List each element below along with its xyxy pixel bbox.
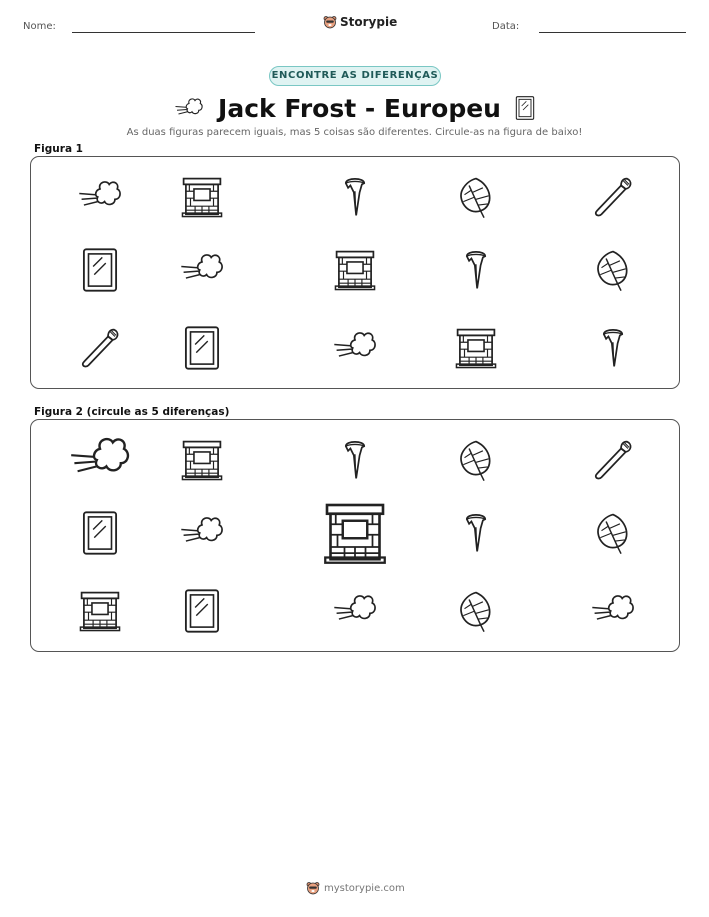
footer-site: mystorypie.com bbox=[324, 882, 405, 894]
wind-icon bbox=[174, 96, 204, 120]
figure1-label: Figura 1 bbox=[34, 143, 83, 155]
brand-logo bbox=[323, 15, 397, 29]
figure1-panel[interactable] bbox=[30, 156, 680, 389]
brand-name: Storypie bbox=[340, 15, 398, 29]
fireplace-icon[interactable] bbox=[320, 498, 390, 568]
icicle-icon[interactable] bbox=[453, 510, 499, 556]
paintbrush-icon[interactable] bbox=[590, 174, 636, 220]
icicle-icon[interactable] bbox=[332, 437, 378, 483]
window-icon[interactable] bbox=[179, 325, 225, 371]
wind-icon[interactable] bbox=[77, 174, 123, 220]
leaf-icon[interactable] bbox=[453, 588, 499, 634]
date-line[interactable] bbox=[539, 32, 686, 33]
activity-badge: ENCONTRE AS DIFERENÇAS bbox=[269, 66, 441, 86]
bear-icon bbox=[323, 15, 337, 29]
wind-icon[interactable] bbox=[179, 510, 225, 556]
name-label: Nome: bbox=[23, 21, 56, 32]
window-icon[interactable] bbox=[77, 510, 123, 556]
instructions: As duas figuras parecem iguais, mas 5 coisas são diferentes. Circule-as na figura de baixo! bbox=[126, 127, 583, 138]
fireplace-icon[interactable] bbox=[453, 325, 499, 371]
name-line[interactable] bbox=[72, 32, 255, 33]
icicle-icon[interactable] bbox=[332, 174, 378, 220]
page-title: Jack Frost - Europeu bbox=[218, 93, 501, 123]
window-icon[interactable] bbox=[77, 247, 123, 293]
paintbrush-icon[interactable] bbox=[77, 325, 123, 371]
leaf-icon[interactable] bbox=[453, 174, 499, 220]
icicle-icon[interactable] bbox=[453, 247, 499, 293]
leaf-icon[interactable] bbox=[453, 437, 499, 483]
paintbrush-icon[interactable] bbox=[590, 437, 636, 483]
wind-icon[interactable] bbox=[332, 588, 378, 634]
fireplace-icon[interactable] bbox=[179, 437, 225, 483]
leaf-icon[interactable] bbox=[590, 510, 636, 556]
date-label: Data: bbox=[492, 21, 520, 32]
window-icon[interactable] bbox=[179, 588, 225, 634]
leaf-icon[interactable] bbox=[590, 247, 636, 293]
wind-icon[interactable] bbox=[68, 428, 132, 492]
bear-icon bbox=[306, 881, 320, 895]
wind-icon[interactable] bbox=[179, 247, 225, 293]
wind-icon[interactable] bbox=[590, 588, 636, 634]
figure2-panel[interactable] bbox=[30, 419, 680, 652]
fireplace-icon[interactable] bbox=[332, 247, 378, 293]
footer bbox=[306, 881, 405, 895]
window-icon bbox=[515, 95, 535, 121]
wind-icon[interactable] bbox=[332, 325, 378, 371]
fireplace-icon[interactable] bbox=[77, 588, 123, 634]
fireplace-icon[interactable] bbox=[179, 174, 225, 220]
figure2-label: Figura 2 (circule as 5 diferenças) bbox=[34, 406, 230, 418]
icicle-icon[interactable] bbox=[590, 325, 636, 371]
title-row bbox=[0, 92, 709, 124]
